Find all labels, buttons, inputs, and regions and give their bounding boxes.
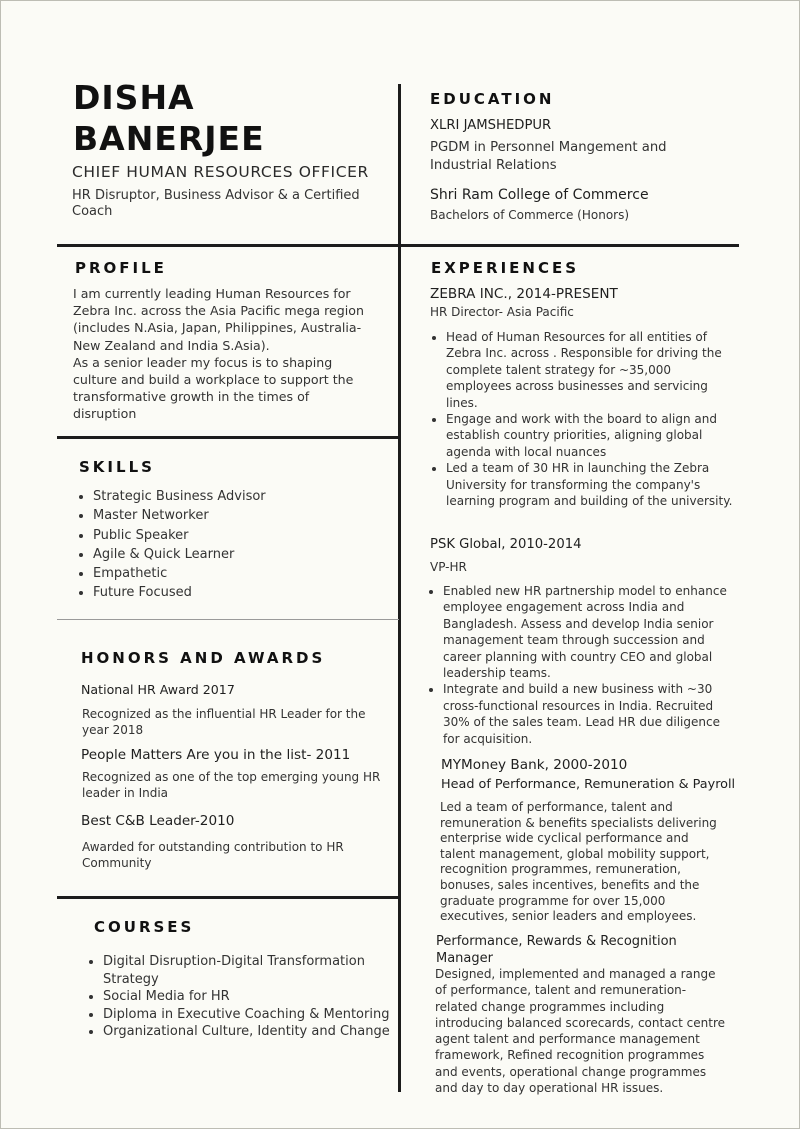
job-1-item: • Engage and work with the board to align and establish country priorities, aligning global agenda with local nuances <box>446 411 736 460</box>
vertical-divider <box>398 84 401 1092</box>
honors-divider <box>57 896 399 899</box>
tagline: HR Disruptor, Business Advisor & a Certified Coach <box>72 188 360 219</box>
award-title-2: People Matters Are you in the list- 2011 <box>81 747 351 763</box>
award-desc-1: Recognized as the influential HR Leader for the year 2018 <box>82 707 366 738</box>
award-title-1: National HR Award 2017 <box>81 682 235 697</box>
job-3-desc: Led a team of performance, talent and remuneration & benefits specialists delivering enterprise wide cyclical performance and talent management, global mobility support, recognition programmes, remuneration, bonuses, sales incentives, benefits and the graduate programme for over 15,000 executives, senior leaders and employees. <box>440 800 717 924</box>
job-1-role: HR Director- Asia Pacific <box>430 305 574 319</box>
skill-item: • Strategic Business Advisor <box>93 487 393 506</box>
profile-heading: PROFILE <box>75 259 167 277</box>
skill-item: • Agile & Quick Learner <box>93 545 393 564</box>
award-title-3: Best C&B Leader-2010 <box>81 813 235 829</box>
education-school-1: XLRI JAMSHEDPUR <box>430 118 552 133</box>
courses-list <box>83 953 393 1041</box>
job-4-role: Performance, Rewards & Recognition Manager <box>436 934 677 966</box>
education-degree-2: Bachelors of Commerce (Honors) <box>430 208 630 222</box>
honors-heading: HONORS AND AWARDS <box>81 649 326 667</box>
name-first: DISHA <box>73 78 195 117</box>
job-1-title: ZEBRA INC., 2014-PRESENT <box>430 286 618 302</box>
header-divider <box>57 244 739 247</box>
profile-paragraph-2: As a senior leader my focus is to shaping culture and build a workplace to support the transformative growth in the times of disruption <box>73 354 354 422</box>
skill-item: • Empathetic <box>93 564 393 583</box>
education-school-2: Shri Ram College of Commerce <box>430 187 649 203</box>
job-1-item: • Led a team of 30 HR in launching the Zebra University for transforming the company's learning program and building of the university. <box>446 460 736 509</box>
skills-list <box>73 487 393 603</box>
job-1-list <box>426 329 736 509</box>
skills-divider <box>57 619 399 620</box>
award-desc-2: Recognized as one of the top emerging young HR leader in India <box>82 770 381 801</box>
job-4-desc: Designed, implemented and managed a range of performance, talent and remuneration-related change programmes including introducing balanced scorecards, contact centre agent talent and performance management framework, Refined recognition programmes and events, operational change programmes and day to day operational HR issues. <box>435 967 726 1096</box>
job-3-title: MYMoney Bank, 2000-2010 <box>441 757 628 773</box>
courses-heading: COURSES <box>94 918 195 936</box>
course-item: • Social Media for HR <box>103 988 393 1006</box>
job-2-title: PSK Global, 2010-2014 <box>430 537 582 552</box>
profile-text <box>73 285 373 423</box>
skills-heading: SKILLS <box>79 458 155 476</box>
name-last: BANERJEE <box>73 119 265 158</box>
job-2-item: • Enabled new HR partnership model to enhance employee engagement across India and Bangladesh. Assess and develop India senior management team through succession and career planning with country CEO and global leadership teams. <box>443 583 738 681</box>
award-desc-3: Awarded for outstanding contribution to HR Community <box>82 840 344 871</box>
course-item: • Organizational Culture, Identity and Change <box>103 1023 393 1041</box>
profile-paragraph-1: I am currently leading Human Resources for Zebra Inc. across the Asia Pacific mega region (includes N.Asia, Japan, Philippines, Australia-New Zealand and India S.Asia). <box>73 286 364 353</box>
course-item: • Digital Disruption-Digital Transformation Strategy <box>103 953 393 988</box>
job-2-role: VP-HR <box>430 560 467 574</box>
course-item: • Diploma in Executive Coaching & Mentoring <box>103 1006 393 1024</box>
job-2-item: • Integrate and build a new business with ~30 cross-functional resources in India. Recruited 30% of the sales team. Lead HR due diligence for acquisition. <box>443 681 738 747</box>
job-title: CHIEF HUMAN RESOURCES OFFICER <box>72 163 369 181</box>
experiences-heading: EXPERIENCES <box>431 259 580 277</box>
job-2-list <box>423 583 738 747</box>
skill-item: • Future Focused <box>93 583 393 602</box>
education-heading: EDUCATION <box>430 90 555 108</box>
profile-divider <box>57 436 399 439</box>
job-1-item: • Head of Human Resources for all entities of Zebra Inc. across . Responsible for driving the complete talent strategy for ~35,000 employees across businesses and servicing lines. <box>446 329 736 411</box>
education-degree-1: PGDM in Personnel Mangement and Industrial Relations <box>430 140 667 173</box>
job-3-role: Head of Performance, Remuneration & Payroll <box>441 777 736 792</box>
skill-item: • Public Speaker <box>93 526 393 545</box>
skill-item: • Master Networker <box>93 506 393 525</box>
